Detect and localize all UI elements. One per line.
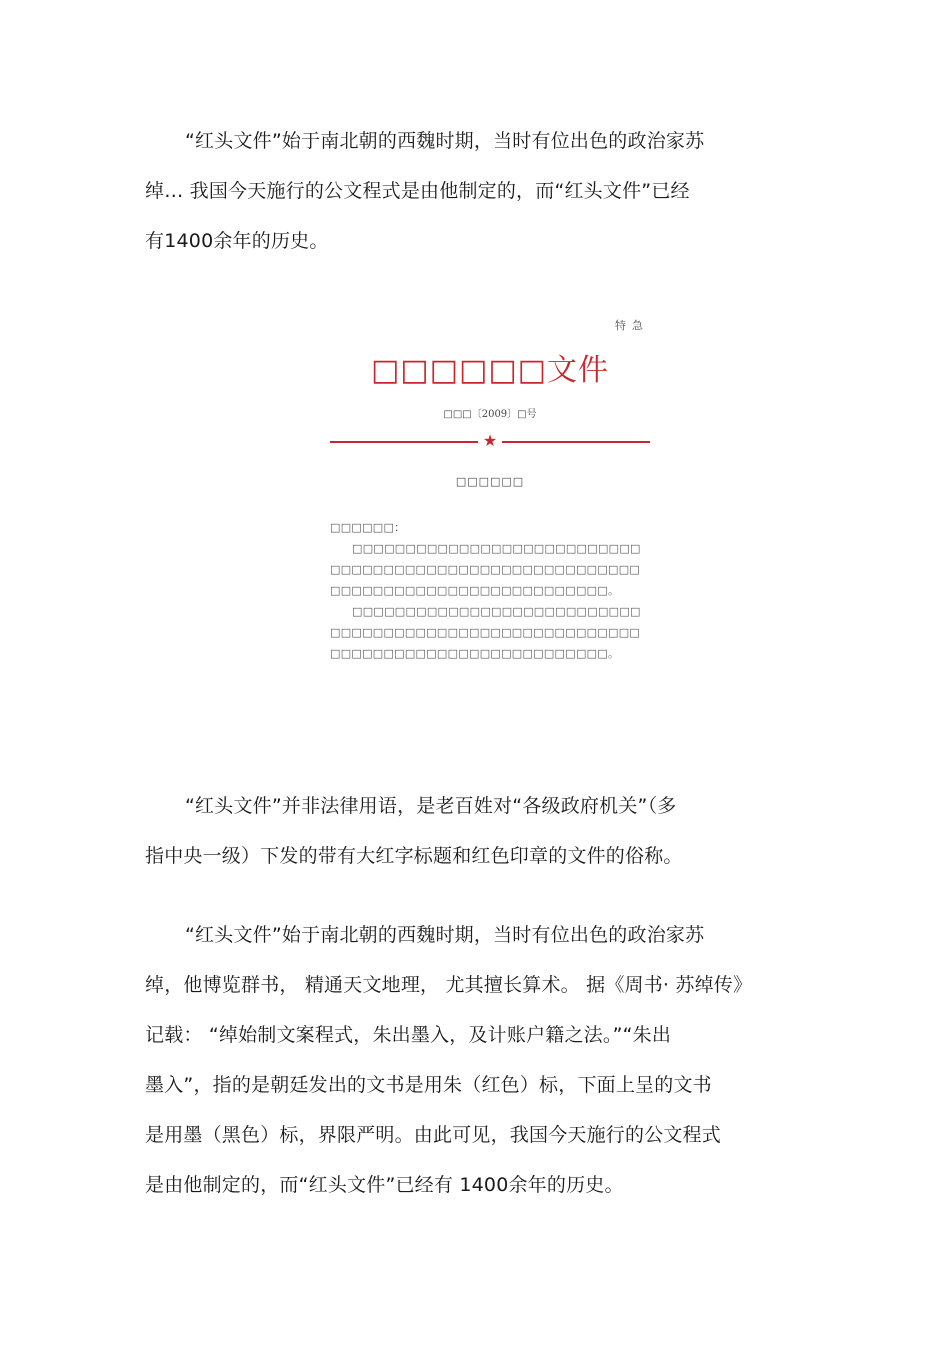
figure-red-title: □□□□□□文件 bbox=[370, 353, 610, 388]
paragraph-3-line: 记载： “绰始制文案程式，朱出墨入，及计账户籍之法。”“朱出 bbox=[145, 1024, 672, 1046]
paragraph-1-line: 绰… 我国今天施行的公文程式是由他制定的，而“红头文件”已经 bbox=[145, 180, 690, 202]
figure-document-number: □□□〔2009〕□号 bbox=[443, 409, 537, 420]
figure-body-line: □□□□□□□□□□□□□□□□□□□□□□□□□□□□□ bbox=[330, 563, 641, 576]
paragraph-3 bbox=[145, 910, 805, 1210]
paragraph-2-line: 指中央一级）下发的带有大红字标题和红色印章的文件的俗称。 bbox=[145, 845, 683, 867]
paragraph-1-line: 有1400余年的历史。 bbox=[145, 230, 329, 252]
paragraph-1 bbox=[145, 116, 805, 266]
figure-rule-left-bar bbox=[330, 441, 478, 443]
figure-urgency-label: 特急 bbox=[615, 319, 649, 332]
paragraph-3-line: 是由他制定的，而“红头文件”已经有 1400余年的历史。 bbox=[145, 1174, 624, 1196]
paragraph-1-line: “红头文件”始于南北朝的西魏时期，当时有位出色的政治家苏 bbox=[185, 130, 705, 152]
figure-body-line: □□□□□□□□□□□□□□□□□□□□□□□□□□□ bbox=[352, 605, 641, 618]
figure-body-line: □□□□□□□□□□□□□□□□□□□□□□□□□□□ bbox=[352, 542, 641, 555]
figure-subject: □□□□□□ bbox=[455, 475, 525, 488]
figure-rule-right-bar bbox=[502, 441, 650, 443]
paragraph-2 bbox=[145, 781, 805, 881]
star-icon: ★ bbox=[482, 431, 498, 450]
figure-body-line: □□□□□□□□□□□□□□□□□□□□□□□□□□。 bbox=[330, 584, 620, 597]
figure-body-line: □□□□□□□□□□□□□□□□□□□□□□□□□□□□□ bbox=[330, 626, 641, 639]
figure-body bbox=[330, 517, 650, 664]
paragraph-2-line: “红头文件”并非法律用语，是老百姓对“各级政府机关”（多 bbox=[185, 795, 677, 817]
figure-body-line: □□□□□□□□□□□□□□□□□□□□□□□□□□。 bbox=[330, 647, 620, 660]
paragraph-3-line: “红头文件”始于南北朝的西魏时期，当时有位出色的政治家苏 bbox=[185, 924, 705, 946]
paragraph-3-line: 是用墨（黑色）标，界限严明。由此可见，我国今天施行的公文程式 bbox=[145, 1124, 722, 1146]
paragraph-3-line: 墨入”，指的是朝廷发出的文书是用朱（红色）标，下面上呈的文书 bbox=[145, 1074, 712, 1096]
figure-red-rule bbox=[330, 431, 650, 450]
figure-salutation: □□□□□□： bbox=[330, 521, 406, 534]
red-header-document-figure bbox=[325, 305, 655, 675]
paragraph-3-line: 绰，他博览群书， 精通天文地理， 尤其擅长算术。 据《周书· 苏绰传》 bbox=[145, 974, 753, 996]
